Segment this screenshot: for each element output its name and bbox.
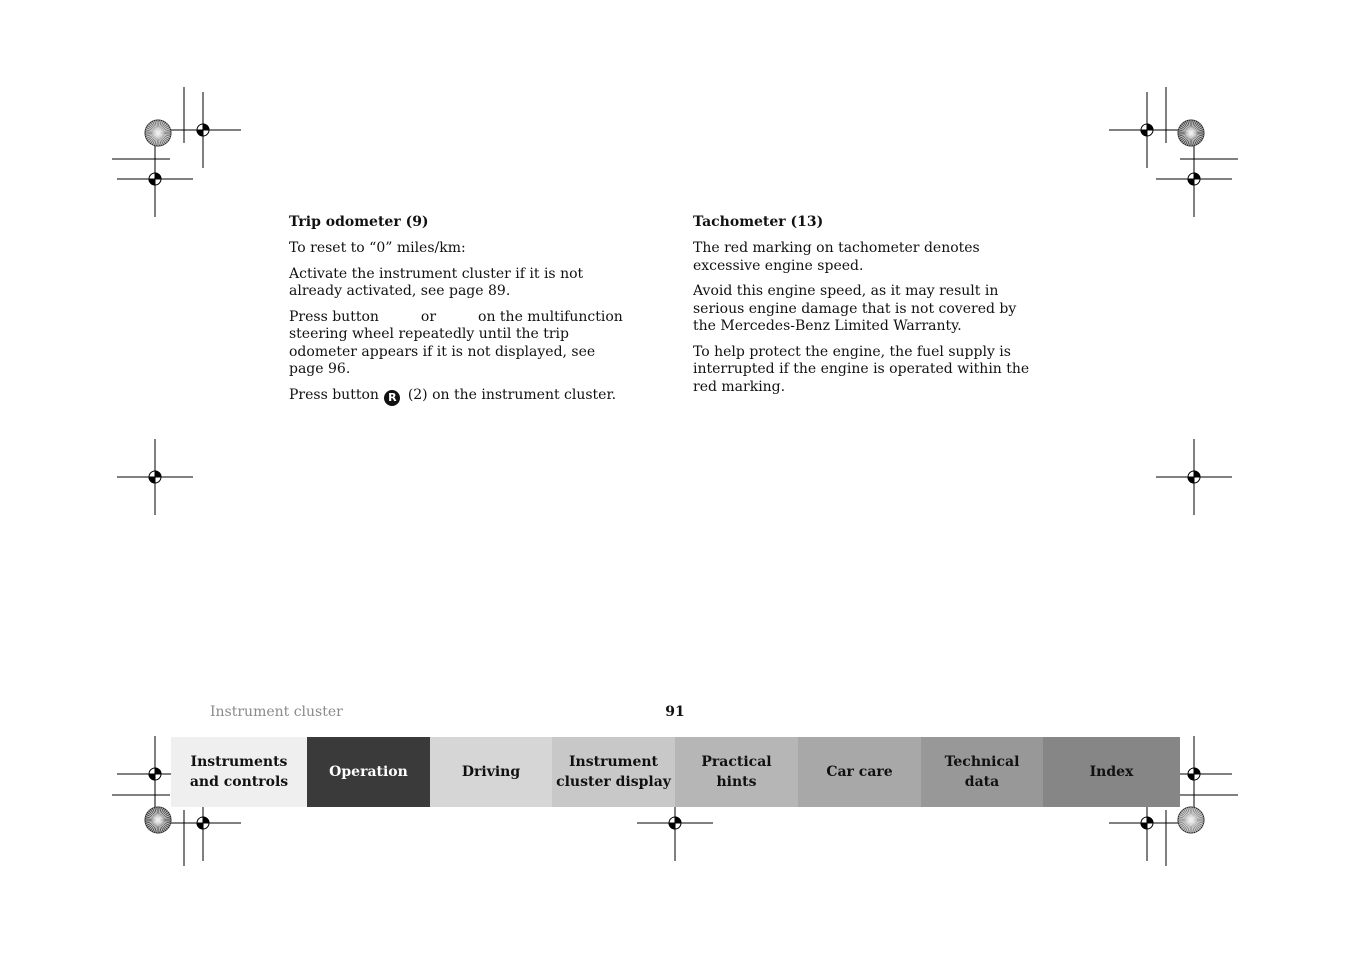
press-button-label: Press button [289,386,379,403]
press-button-label: Press button [289,308,379,325]
tab-instruments-and-controls[interactable]: Instruments and controls [171,737,307,807]
page-number: 91 [665,704,685,720]
tachometer-fuel-cutoff-text: To help protect the engine, the fuel supply is interrupted if the engine is operated within the red marking. [693,343,1030,395]
tab-driving[interactable]: Driving [430,737,552,807]
color-rosette-mark [145,120,171,146]
reset-button-icon: R [384,390,400,406]
tachometer-warning-text: Avoid this engine speed, as it may result in serious engine damage that is not covered by the Mercedes-Benz Limited Warranty. [693,283,1017,334]
trip-odometer-press-reset-text [289,387,627,406]
tab-car-care[interactable]: Car care [798,737,921,807]
trip-odometer-reset-intro: To reset to “0” miles/km: [289,240,466,256]
footer-section-title: Instrument cluster [210,704,343,720]
tachometer-red-marking-text: The red marking on tachometer denotes excessive engine speed. [693,240,980,274]
tab-practical-hints[interactable]: Practical hints [675,737,798,807]
tab-technical-data[interactable]: Technical data [921,737,1043,807]
tab-operation[interactable]: Operation [307,737,430,807]
trip-odometer-press-steering-text [289,309,627,379]
instrument-cluster-instruction: (2) on the instrument cluster. [407,386,617,403]
or-label: or [420,308,437,325]
crosshair-mark [1156,439,1232,515]
crosshair-mark [1156,141,1232,217]
tab-index[interactable]: Index [1043,737,1180,807]
chapter-nav-tabs [171,737,1180,807]
crosshair-mark [1109,92,1185,168]
tab-instrument-cluster-display[interactable]: Instrument cluster display [552,737,675,807]
color-rosette-mark [1178,807,1204,833]
crosshair-mark [165,92,241,168]
trip-odometer-section [289,212,627,414]
trip-odometer-heading: Trip odometer (9) [289,214,429,230]
crosshair-mark [117,439,193,515]
color-rosette-mark [1178,120,1204,146]
trip-odometer-activate-text: Activate the instrument cluster if it is not already activated, see page 89. [289,265,584,299]
tachometer-section [693,212,1031,404]
steering-wheel-instruction: on the multifunction steering wheel repeatedly until the trip odometer appears if it is not displayed, see page 96. [289,308,623,377]
crosshair-mark [117,141,193,217]
color-rosette-mark [145,807,171,833]
tachometer-heading: Tachometer (13) [693,214,824,230]
